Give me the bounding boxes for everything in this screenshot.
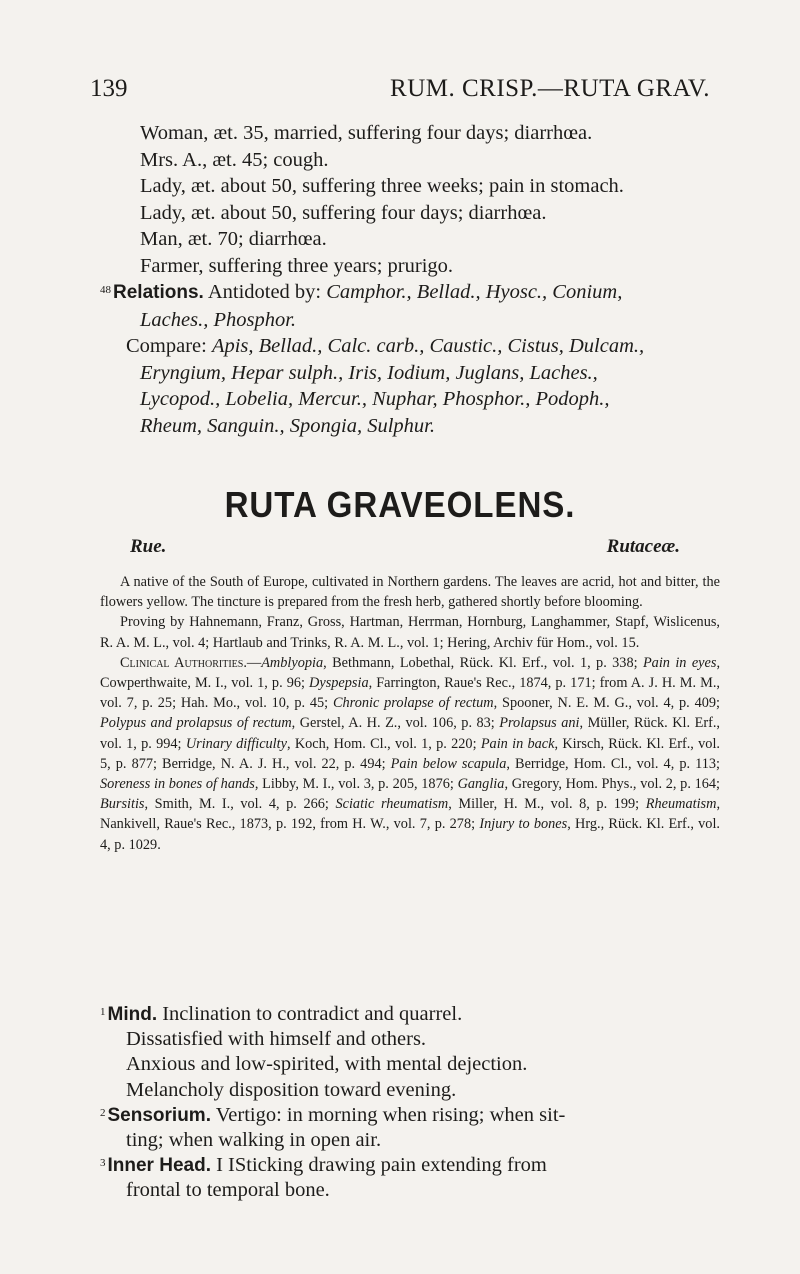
clinical-ref: , Cowperthwaite, M. I., vol. 1, p. 96; <box>100 654 721 692</box>
footnote-number: 48 <box>100 284 111 296</box>
clinical-ref: , Gerstel, A. H. Z., vol. 106, p. 83; <box>291 715 500 732</box>
clinical-term: Soreness in bones of hands <box>100 776 255 793</box>
clinical-term: Polypus and prolapsus of rectum <box>100 715 292 732</box>
symptom-text: Anxious and low-spirited, with mental dejection. <box>126 1053 528 1076</box>
relations-label: Relations. <box>113 282 204 303</box>
case-line: Lady, æt. about 50, suffering four days; diarrhœa. <box>140 201 547 224</box>
symptom-text: Melancholy disposition toward evening. <box>126 1078 457 1101</box>
mind-label: Mind. <box>107 1004 158 1025</box>
antidoted-prefix: Antidoted by: <box>207 281 322 303</box>
clinical-ref: , Spooner, N. E. M. G., vol. 4, p. 409; <box>493 695 720 712</box>
clinical-ref: , Gregory, Hom. Phys., vol. 2, p. 164; <box>504 776 721 793</box>
antidoted-list-cont: Laches., Phosphor. <box>140 308 297 331</box>
case-line: Farmer, suffering three years; prurigo. <box>140 254 454 277</box>
page-number: 139 <box>90 75 128 102</box>
clinical-term: Prolapsus ani <box>499 715 580 732</box>
clinical-term: Pain in back <box>480 735 555 752</box>
case-line: Mrs. A., æt. 45; cough. <box>140 148 329 171</box>
clinical-ref: , Hrg., Rück. Kl. Erf., vol. 4, p. 1029. <box>100 816 720 853</box>
clinical-term: Dyspepsia <box>309 675 369 692</box>
clinical-term: Pain in eyes <box>642 654 717 671</box>
clinical-term: Amblyopia <box>261 654 324 671</box>
clinical-ref: , Berridge, Hom. Cl., vol. 4, p. 113; <box>506 755 720 772</box>
sensorium-label: Sensorium. <box>107 1104 211 1126</box>
description-block <box>100 572 720 855</box>
footnote-number: 1 <box>100 1006 106 1018</box>
clinical-ref: , Libby, M. I., vol. 3, p. 205, 1876; <box>254 776 458 793</box>
inner-head-label: Inner Head. <box>107 1155 211 1177</box>
symptom-text: Vertigo: in morning when rising; when sit- <box>215 1103 566 1126</box>
inner-head-heading <box>100 1153 720 1178</box>
case-line: Man, æt. 70; diarrhœa. <box>140 228 327 250</box>
running-head: RUM. CRISP.—RUTA GRAV. <box>390 75 710 102</box>
clinical-term: Rheumatism <box>645 796 717 813</box>
clinical-ref: , Koch, Hom. Cl., vol. 1, p. 220; <box>286 735 481 752</box>
clinical-label: Clinical Authorities. <box>120 654 247 671</box>
remedy-title: RUTA GRAVEOLENS. <box>224 484 576 525</box>
clinical-term: Urinary difficulty <box>185 735 287 752</box>
remedy-names <box>130 536 680 558</box>
page-header <box>90 75 710 111</box>
clinical-term: Injury to bones <box>479 816 568 833</box>
symptom-text: frontal to temporal bone. <box>126 1179 330 1202</box>
plant-family: Rutaceæ. <box>606 536 680 557</box>
clinical-term: Pain below scapula <box>390 755 507 772</box>
clinical-term: Ganglia <box>457 776 505 793</box>
footnote-number: 2 <box>100 1106 106 1119</box>
symptoms-section <box>100 1002 720 1204</box>
description-paragraph: A native of the South of Europe, cultivated in Northern gardens. The leaves are acrid, hot and bitter, the flowers yellow. The tincture is prepared from the fresh herb, gathered shortly before blooming. <box>100 574 720 611</box>
clinical-ref: , Miller, H. M., vol. 8, p. 199; <box>448 796 646 813</box>
compare-list-cont: Lycopod., Lobelia, Mercur., Nuphar, Phosphor., Podoph., <box>140 388 610 410</box>
mind-heading <box>100 1002 720 1027</box>
case-line: Lady, æt. about 50, suffering three weeks; pain in stomach. <box>140 175 624 197</box>
symptom-text: Inclination to contradict and quarrel. <box>162 1003 463 1025</box>
case-line: Woman, æt. 35, married, suffering four days; diarrhœa. <box>140 122 593 144</box>
proving-paragraph: Proving by Hahnemann, Franz, Gross, Hartman, Herrman, Hornburg, Langhammer, Stapf, Wislicenus, R. A. M. L., vol. 4; Hartlaub and Trinks, R. A. M. L., vol. 1; Hering, Archiv für Hom., vol. 15. <box>100 614 720 651</box>
compare-prefix: Compare: <box>126 335 207 357</box>
compare-list-cont: Eryngium, Hepar sulph., Iris, Iodium, Juglans, Laches., <box>140 361 598 384</box>
clinical-ref: , Farrington, Raue's Rec., 1874, p. 171; from A. J. H. M. M., vol. 7, p. 25; Hah. Mo., vol. 10, p. 45; <box>100 675 720 712</box>
compare-section <box>100 333 720 360</box>
clinical-ref: , Kirsch, Rück. Kl. Erf., vol. 5, p. 877; Berridge, N. A. J. H., vol. 22, p. 494; <box>100 735 721 772</box>
clinical-ref: , Müller, Rück. Kl. Erf., vol. 1, p. 994; <box>100 715 721 752</box>
clinical-term: Sciatic rheumatism <box>335 796 449 813</box>
relations-section <box>100 279 720 307</box>
clinical-term: Chronic prolapse of rectum <box>332 695 494 712</box>
clinical-ref: , Smith, M. I., vol. 4, p. 266; <box>144 796 336 813</box>
symptom-text: I ISticking drawing pain extending from <box>216 1154 547 1177</box>
compare-list-cont: Rheum, Sanguin., Spongia, Sulphur. <box>140 414 435 437</box>
clinical-authorities: Clinical Authorities.—Amblyopia, Bethmann, Lobethal, Rück. Kl. Erf., vol. 1, p. 338; Pain in eyes, Cowperthwaite, M. I., vol. 1, p. 96; Dyspepsia, Farrington, Raue's Rec., 1874, p. 171; from A. J. H. M. M., vol. 7, p. 25; Hah. Mo., vol. 10, p. 45; Chronic prolapse of rectum, Spooner, N. E. M. G., vol. 4, p. 409; Polypus and prolapsus of rectum, Gerstel, A. H. Z., vol. 106, p. 83; Prolapsus ani, Müller, Rück. Kl. Erf., vol. 1, p. 994; Urinary difficulty, Koch, Hom. Cl., vol. 1, p. 220; Pain in back, Kirsch, Rück. Kl. Erf., vol. 5, p. 877; Berridge, N. A. J. H., vol. 22, p. 494; Pain below scapula, Berridge, Hom. Cl., vol. 4, p. 113; Soreness in bones of hands, Libby, M. I., vol. 3, p. 205, 1876; Ganglia, Gregory, Hom. Phys., vol. 2, p. 164; Bursitis, Smith, M. I., vol. 4, p. 266; Sciatic rheumatism, Miller, H. M., vol. 8, p. 199; Rheumatism, Nankivell, Raue's Rec., 1873, p. 192, from H. W., vol. 7, p. 278; Injury to bones, Hrg., Rück. Kl. Erf., vol. 4, p. 1029. <box>100 654 721 853</box>
clinical-ref: , Nankivell, Raue's Rec., 1873, p. 192, from H. W., vol. 7, p. 278; <box>100 796 721 833</box>
symptom-text: ting; when walking in open air. <box>126 1129 382 1152</box>
clinical-ref: , Bethmann, Lobethal, Rück. Kl. Erf., vol. 1, p. 338; <box>323 654 643 671</box>
symptom-text: Dissatisfied with himself and others. <box>126 1028 427 1051</box>
case-list <box>100 120 720 439</box>
sensorium-heading <box>100 1103 720 1128</box>
clinical-term: Bursitis <box>100 796 145 813</box>
compare-list: Apis, Bellad., Calc. carb., Caustic., Cistus, Dulcam., <box>211 335 645 357</box>
common-name: Rue. <box>130 536 167 557</box>
footnote-number: 3 <box>100 1157 106 1170</box>
antidoted-list: Camphor., Bellad., Hyosc., Conium, <box>326 281 623 303</box>
